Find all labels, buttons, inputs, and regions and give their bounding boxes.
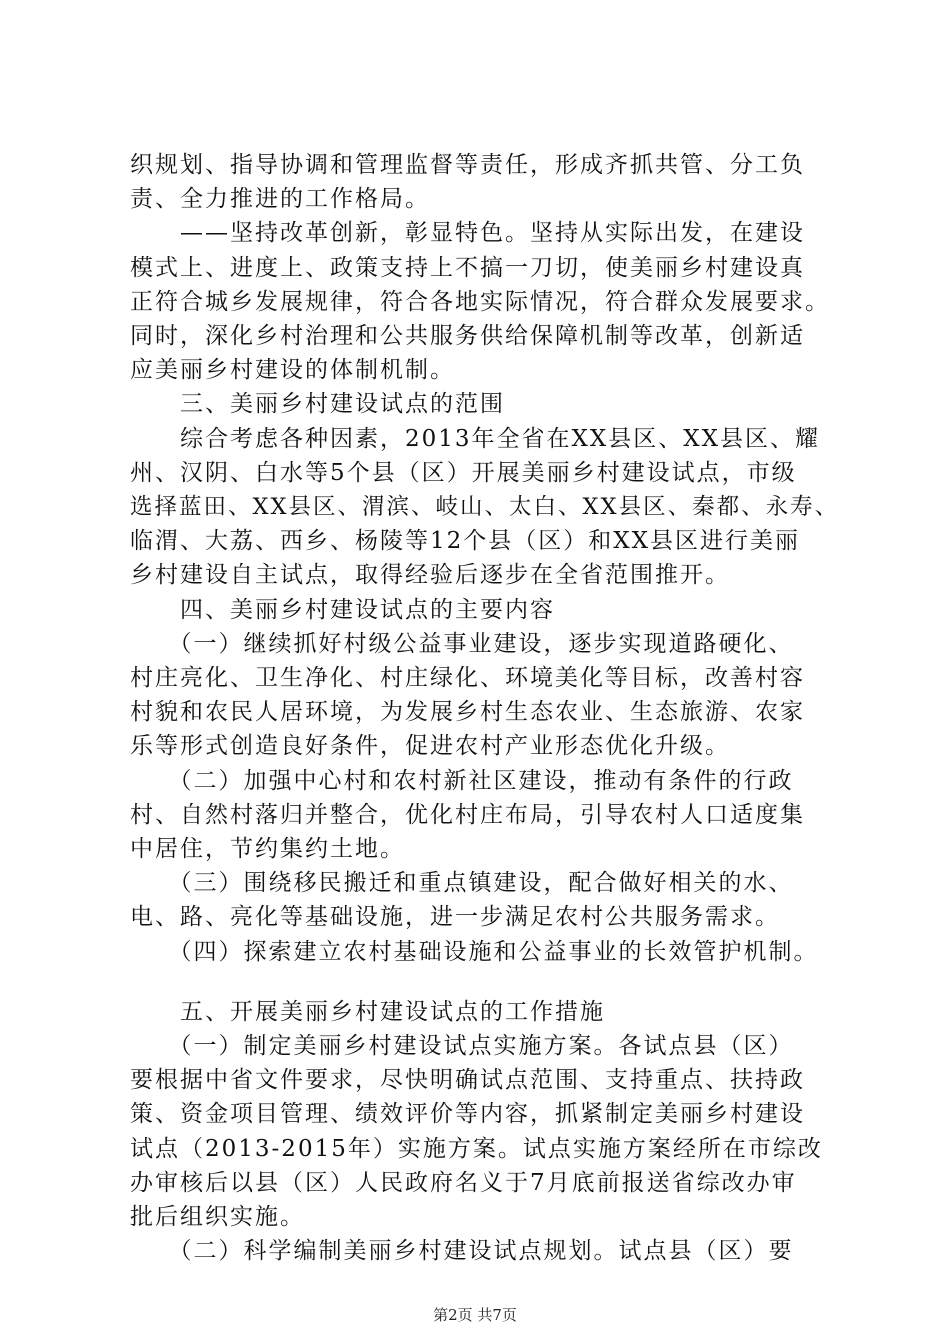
text-line: 模式上、进度上、政策支持上不搞一刀切，使美丽乡村建设真: [130, 255, 805, 281]
text-line: 综合考虑各种因素，2013年全省在XX县区、XX县区、耀: [130, 426, 821, 452]
text-line: 临渭、大荔、西乡、杨陵等12个县（区）和XX县区进行美丽: [130, 528, 801, 554]
text-line: 批后组织实施。: [130, 1204, 305, 1230]
text-line: 村庄亮化、卫生净化、村庄绿化、环境美化等目标，改善村容: [130, 665, 805, 691]
text-line: （一）制定美丽乡村建设试点实施方案。各试点县（区）: [130, 1033, 794, 1059]
section-heading: 五、开展美丽乡村建设试点的工作措施: [130, 999, 605, 1025]
text-line: 中居住，节约集约土地。: [130, 836, 405, 862]
text-line: 试点（2013-2015年）实施方案。试点实施方案经所在市综改: [130, 1136, 823, 1162]
text-line: 同时，深化乡村治理和公共服务供给保障机制等改革，创新适: [130, 323, 805, 349]
text-line: ——坚持改革创新，彰显特色。坚持从实际出发，在建设: [130, 220, 805, 246]
text-line: （三）围绕移民搬迁和重点镇建设，配合做好相关的水、: [130, 870, 794, 896]
text-line: 织规划、指导协调和管理监督等责任，形成齐抓共管、分工负: [130, 152, 805, 178]
text-line: 应美丽乡村建设的体制机制。: [130, 357, 455, 383]
page-footer: 第2页 共7页: [433, 1306, 517, 1324]
text-line: 电、路、亮化等基础设施，进一步满足农村公共服务需求。: [130, 904, 780, 930]
text-line: 州、汉阴、白水等5个县（区）开展美丽乡村建设试点，市级: [130, 460, 797, 486]
text-line: （二）科学编制美丽乡村建设试点规划。试点县（区）要: [130, 1238, 794, 1264]
text-line: （二）加强中心村和农村新社区建设，推动有条件的行政: [130, 768, 794, 794]
text-line: 办审核后以县（区）人民政府名义于7月底前报送省综改办审: [130, 1170, 797, 1196]
text-line: 选择蓝田、XX县区、渭滨、岐山、太白、XX县区、秦都、永寿、: [130, 494, 840, 520]
text-line: （四）探索建立农村基础设施和公益事业的长效管护机制。: [130, 939, 819, 965]
text-line: 策、资金项目管理、绩效评价等内容，抓紧制定美丽乡村建设: [130, 1101, 805, 1127]
text-line: 村貌和农民人居环境，为发展乡村生态农业、生态旅游、农家: [130, 699, 805, 725]
text-line: 乡村建设自主试点，取得经验后逐步在全省范围推开。: [130, 562, 730, 588]
text-line: 要根据中省文件要求，尽快明确试点范围、支持重点、扶持政: [130, 1067, 805, 1093]
text-line: 责、全力推进的工作格局。: [130, 186, 430, 212]
section-heading: 三、美丽乡村建设试点的范围: [130, 391, 505, 417]
text-line: 正符合城乡发展规律，符合各地实际情况，符合群众发展要求。: [130, 289, 830, 315]
section-heading: 四、美丽乡村建设试点的主要内容: [130, 597, 555, 623]
text-line: 村、自然村落归并整合，优化村庄布局，引导农村人口适度集: [130, 802, 805, 828]
text-line: 乐等形式创造良好条件，促进农村产业形态优化升级。: [130, 733, 730, 759]
text-line: （一）继续抓好村级公益事业建设，逐步实现道路硬化、: [130, 631, 794, 657]
